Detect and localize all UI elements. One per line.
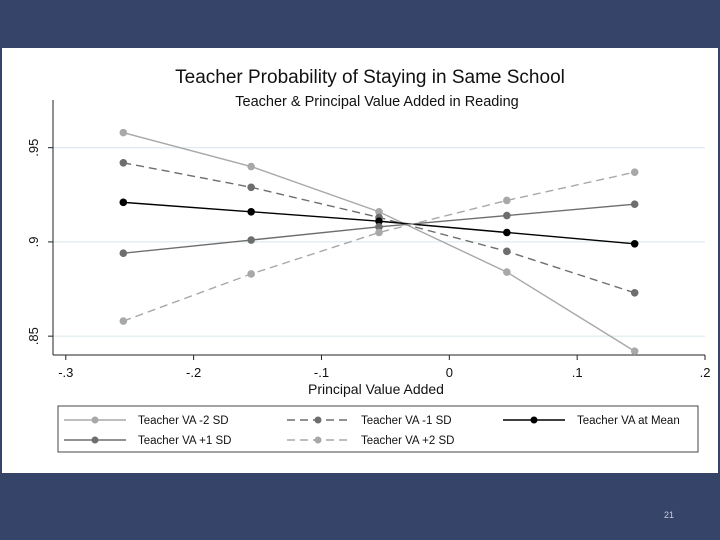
x-tick-label: -.1: [313, 365, 330, 380]
x-axis-label: Principal Value Added: [308, 381, 444, 397]
x-tick-label: .1: [571, 365, 583, 380]
legend-label: Teacher VA -1 SD: [361, 415, 452, 427]
data-point: [120, 129, 128, 137]
data-point: [631, 240, 639, 248]
x-tick-label: 0: [445, 365, 453, 380]
chart-subtitle: Teacher & Principal Value Added in Reading: [235, 94, 519, 110]
data-point: [120, 317, 128, 325]
y-tick-label: .85: [26, 327, 41, 346]
data-point: [631, 168, 639, 176]
data-point: [247, 163, 255, 171]
legend-swatch-marker: [92, 437, 99, 444]
data-point: [247, 208, 255, 216]
y-tick-label: .9: [26, 236, 41, 248]
data-point: [120, 199, 128, 207]
data-point: [375, 229, 383, 237]
data-point: [631, 289, 639, 297]
data-point: [631, 347, 639, 355]
slide-number: 21: [664, 510, 675, 520]
data-point: [247, 183, 255, 191]
x-tick-label: .2: [699, 365, 711, 380]
legend-swatch-marker: [315, 417, 322, 424]
data-point: [503, 229, 511, 237]
data-point: [120, 249, 128, 257]
series-line: [123, 172, 634, 321]
data-point: [503, 197, 511, 205]
data-point: [247, 236, 255, 244]
data-point: [503, 212, 511, 220]
y-tick-label: .95: [26, 138, 41, 157]
data-point: [503, 268, 511, 276]
data-point: [120, 159, 128, 167]
legend-label: Teacher VA at Mean: [577, 415, 680, 427]
data-point: [247, 270, 255, 278]
data-point: [503, 248, 511, 256]
data-point: [631, 200, 639, 208]
legend-label: Teacher VA +1 SD: [138, 435, 232, 447]
legend-label: Teacher VA +2 SD: [361, 435, 455, 447]
x-tick-label: -.2: [186, 365, 202, 380]
axes: [26, 100, 710, 380]
legend-label: Teacher VA -2 SD: [138, 415, 229, 427]
legend-swatch-marker: [92, 417, 99, 424]
legend-swatch-marker: [315, 437, 322, 444]
chart-title: Teacher Probability of Staying in Same School: [175, 67, 565, 88]
legend-swatch-marker: [531, 417, 538, 424]
x-tick-label: -.3: [58, 365, 74, 380]
